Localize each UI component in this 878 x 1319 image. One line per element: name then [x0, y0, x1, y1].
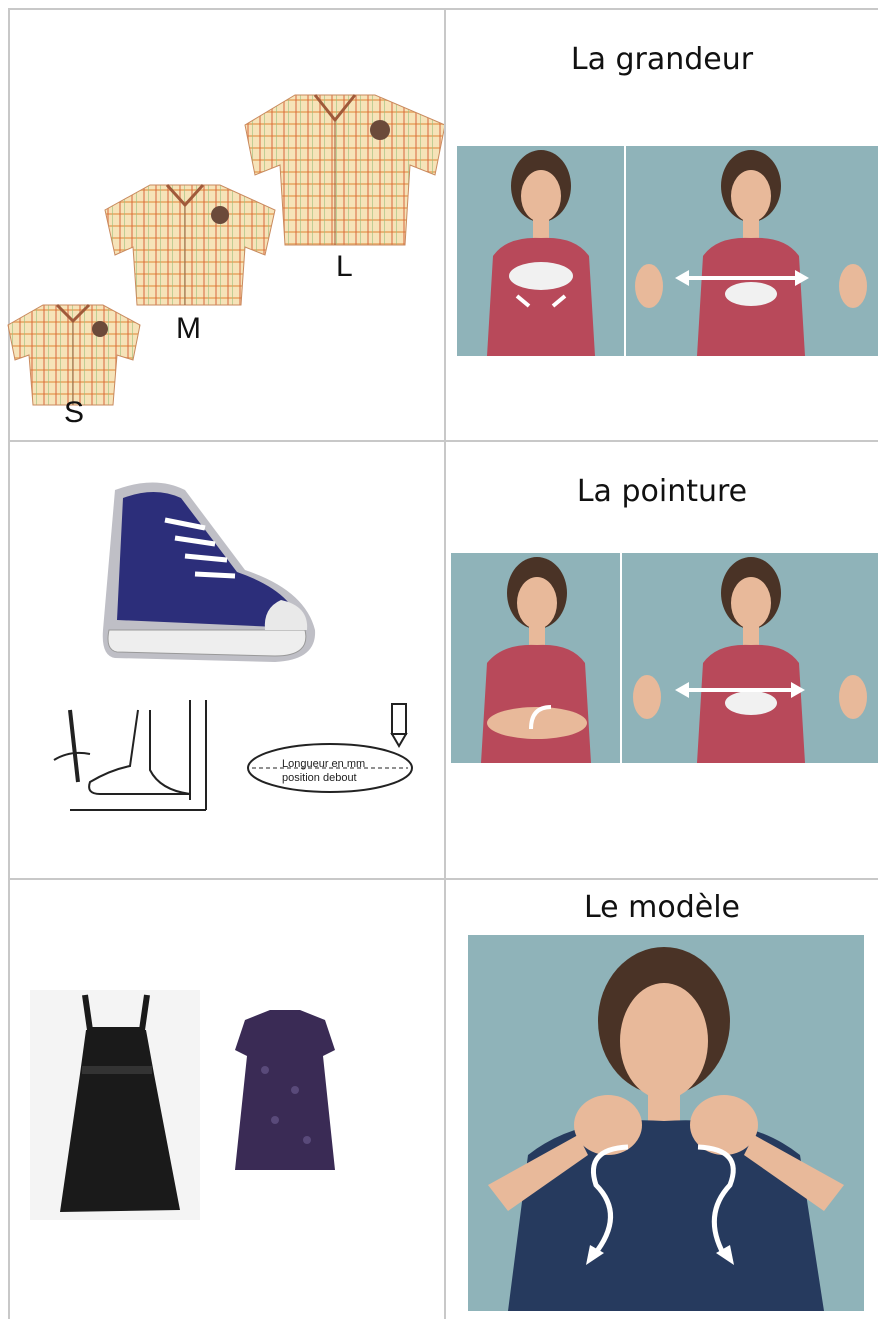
shirts-illustration	[0, 10, 444, 440]
row-title-pointure: La pointure	[576, 474, 748, 509]
sneaker-illustration	[95, 480, 325, 670]
sign-photo-grandeur	[457, 146, 878, 356]
dresses-illustration	[30, 990, 360, 1220]
sign-photo-pointure	[451, 553, 878, 763]
shirt-medium	[105, 185, 275, 305]
shirt-small	[8, 305, 140, 405]
row-title-modele: Le modèle	[583, 890, 741, 925]
table-row-divider-1	[8, 440, 878, 442]
black-dress	[30, 990, 200, 1220]
purple-dress	[235, 1010, 335, 1170]
foot-caption-line2: position debout	[282, 772, 357, 784]
foot-measurement-diagram	[30, 690, 440, 820]
size-label-m: M	[176, 312, 201, 345]
shirt-large	[245, 95, 444, 245]
size-label-l: L	[336, 250, 353, 283]
table-row-divider-2	[8, 878, 878, 880]
size-label-s: S	[64, 396, 85, 429]
table-column-divider	[444, 8, 446, 1319]
foot-caption-line1: Longueur en mm	[282, 758, 366, 770]
row-title-grandeur: La grandeur	[570, 42, 754, 77]
sign-photo-modele	[468, 935, 864, 1311]
